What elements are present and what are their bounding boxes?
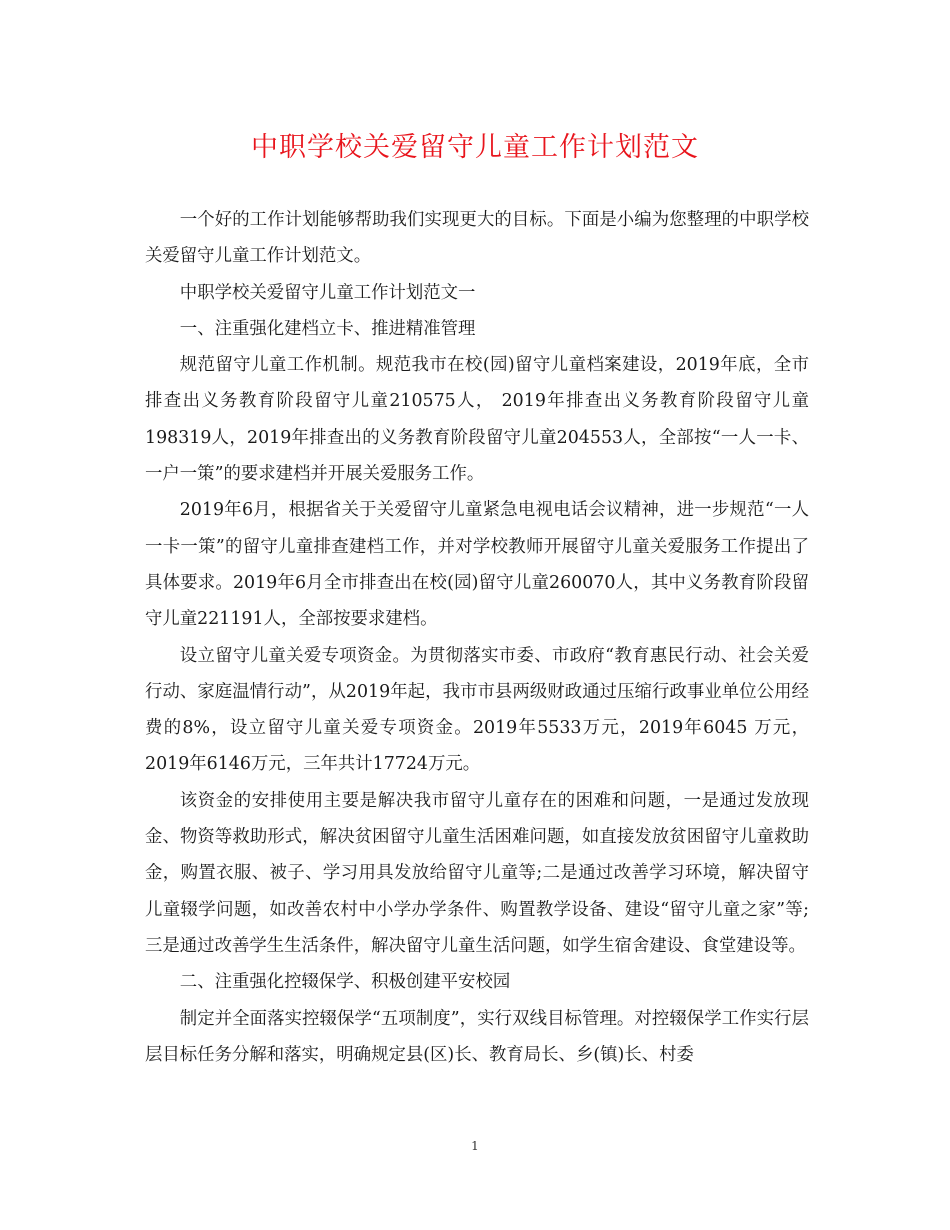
document-title: 中职学校关爱留守儿童工作计划范文: [251, 132, 699, 163]
section-heading-1: 一、注重强化建档立卡、推进精准管理: [179, 318, 476, 339]
paragraph: 规范留守儿童工作机制。规范我市在校(园)留守儿童档案建设，2019年底，全市排查出义务教育阶段留守儿童210575人， 2019年排查出义务教育阶段留守儿童198319人，2019年排查出的义务教育阶段留守儿童204553人，全部按“一人一卡、一户一策”的要求建档并开展关爱服务工作。: [145, 355, 809, 485]
paragraph: 制定并全面落实控辍保学“五项制度”，实行双线目标管理。对控辍保学工作实行层层目标任务分解和落实，明确规定县(区)长、教育局长、乡(镇)长、村委: [145, 1008, 809, 1065]
paragraph-subtitle: 中职学校关爱留守儿童工作计划范文一: [179, 282, 476, 303]
paragraph: 2019年6月，根据省关于关爱留守儿童紧急电视电话会议精神，进一步规范“一人一卡一策”的留守儿童排查建档工作，并对学校教师开展留守儿童关爱服务工作提出了具体要求。2019年6月全市排查出在校(园)留守儿童260070人，其中义务教育阶段留守儿童221191人，全部按要求建档。: [145, 500, 809, 630]
paragraph-intro: 一个好的工作计划能够帮助我们实现更大的目标。下面是小编为您整理的中职学校关爱留守儿童工作计划范文。: [145, 210, 809, 267]
document-body: [145, 202, 809, 1073]
section-heading-2: 二、注重强化控辍保学、积极创建平安校园: [179, 972, 511, 993]
paragraph: 该资金的安排使用主要是解决我市留守儿童存在的困难和问题，一是通过发放现金、物资等救助形式，解决贫困留守儿童生活困难问题，如直接发放贫困留守儿童救助金，购置衣服、被子、学习用具发放给留守儿童等;二是通过改善学习环境，解决留守儿童辍学问题，如改善农村中小学办学条件、购置教学设备、建设“留守儿童之家”等;三是通过改善学生生活条件，解决留守儿童生活问题，如学生宿舍建设、食堂建设等。: [145, 790, 809, 956]
page-number: 1: [471, 1139, 479, 1153]
paragraph: 设立留守儿童关爱专项资金。为贯彻落实市委、市政府“教育惠民行动、社会关爱行动、家庭温情行动”，从2019年起，我市市县两级财政通过压缩行政事业单位公用经费的8%，设立留守儿童关爱专项资金。2019年5533万元，2019年6045 万元，2019年6146万元，三年共计17724万元。: [145, 645, 809, 775]
